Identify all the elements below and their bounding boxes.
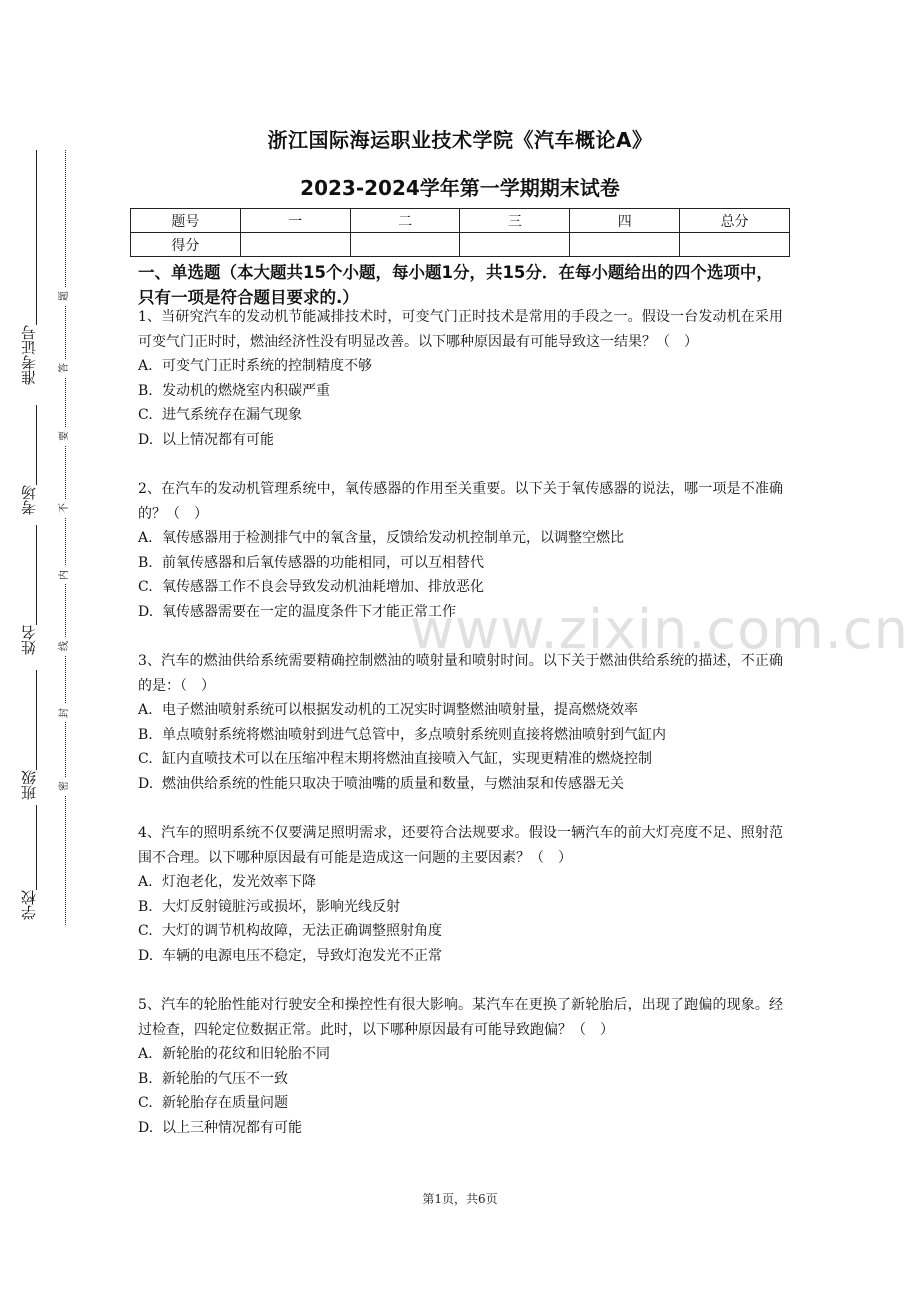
score-table-header-row: [131, 209, 790, 233]
question-4: [138, 821, 783, 968]
option-letter: A.: [138, 1046, 153, 1062]
option-text: 电子燃油喷射系统可以根据发动机的工况实时调整燃油喷射量，提高燃烧效率: [162, 702, 638, 718]
option-letter: A.: [138, 358, 153, 374]
score-table-header-cell: 一: [240, 209, 350, 233]
option-text: 氧传感器用于检测排气中的氧含量，反馈给发动机控制单元，以调整空燃比: [162, 530, 624, 546]
score-cell[interactable]: [570, 233, 680, 257]
option-c: [138, 403, 783, 428]
score-table-header-cell: 三: [460, 209, 570, 233]
option-letter: B.: [138, 554, 153, 571]
option-letter: C.: [138, 407, 153, 423]
option-text: 灯泡老化，发光效率下降: [162, 874, 316, 890]
option-text: 新轮胎的花纹和旧轮胎不同: [162, 1046, 330, 1062]
option-c: [138, 747, 783, 772]
exam-room-blank: [36, 405, 37, 485]
option-text: 缸内直喷技术可以在压缩冲程末期将燃油直接喷入气缸，实现更精准的燃烧控制: [162, 751, 652, 767]
exam-number-label: 准考证号: [20, 325, 38, 385]
exam-number-blank: [36, 150, 37, 325]
seal-char: 要: [57, 427, 73, 445]
question-stem: 4、汽车的照明系统不仅要满足照明需求，还要符合法规要求。假设一辆汽车的前大灯亮度不足、照射范围不合理。以下哪种原因最有可能是造成这一问题的主要因素？（ ）: [138, 825, 783, 866]
name-label: 姓名: [20, 625, 38, 655]
option-text: 大灯反射镜脏污或损坏，影响光线反射: [162, 898, 400, 915]
option-b: [138, 895, 783, 920]
page-number: 第1页，共6页: [422, 1192, 498, 1206]
question-stem: 2、在汽车的发动机管理系统中，氧传感器的作用至关重要。以下关于氧传感器的说法，哪一项是不准确的？（ ）: [138, 481, 783, 522]
seal-char: 线: [57, 637, 73, 655]
exam-room-field: [14, 405, 44, 515]
option-text: 大灯的调节机构故障，无法正确调整照射角度: [162, 923, 442, 939]
option-d: [138, 944, 783, 969]
seal-char: 内: [57, 566, 73, 584]
option-text: 车辆的电源电压不稳定，导致灯泡发光不正常: [162, 947, 442, 964]
option-letter: D.: [138, 1119, 154, 1136]
score-table: [130, 208, 790, 257]
exam-room-label: 考场: [20, 485, 38, 515]
option-c: [138, 1091, 783, 1116]
question-stem: 5、汽车的轮胎性能对行驶安全和操控性有很大影响。某汽车在更换了新轮胎后，出现了跑偏的现象。经过检查，四轮定位数据正常。此时，以下哪种原因最有可能导致跑偏？（ ）: [138, 997, 783, 1038]
option-b: [138, 379, 783, 404]
class-field: [14, 670, 44, 800]
binding-dotted-line: [65, 150, 66, 925]
score-table-header-cell: 总分: [680, 209, 790, 233]
option-d: [138, 1116, 783, 1141]
option-b: [138, 1067, 783, 1092]
score-table-score-row: [131, 233, 790, 257]
score-table-header-cell: 四: [570, 209, 680, 233]
option-text: 氧传感器工作不良会导致发动机油耗增加、排放恶化: [162, 579, 484, 595]
score-cell[interactable]: [460, 233, 570, 257]
option-a: [138, 1042, 783, 1067]
seal-char: 密: [57, 777, 73, 795]
name-field: [14, 525, 44, 655]
exam-number-field: [14, 150, 44, 385]
option-b: [138, 551, 783, 576]
class-blank: [36, 670, 37, 770]
option-text: 进气系统存在漏气现象: [162, 407, 302, 423]
score-cell[interactable]: [350, 233, 460, 257]
school-blank: [36, 805, 37, 890]
binding-fields: [14, 150, 44, 930]
score-table-header-cell: 二: [350, 209, 460, 233]
exam-title: 浙江国际海运职业技术学院《汽车概论A》: [267, 128, 653, 152]
option-c: [138, 575, 783, 600]
option-letter: C.: [138, 579, 153, 595]
option-letter: A.: [138, 702, 153, 718]
option-d: [138, 600, 783, 625]
option-text: 新轮胎存在质量问题: [162, 1095, 288, 1111]
score-table-header-cell: 题号: [131, 209, 241, 233]
seal-char: 不: [57, 499, 73, 517]
option-letter: C.: [138, 923, 153, 939]
question-5: [138, 993, 783, 1140]
option-text: 燃油供给系统的性能只取决于喷油嘴的质量和数量，与燃油泵和传感器无关: [162, 775, 624, 792]
option-text: 发动机的燃烧室内积碳严重: [162, 382, 330, 399]
option-letter: C.: [138, 751, 153, 767]
option-a: [138, 526, 783, 551]
score-cell[interactable]: [240, 233, 350, 257]
watermark: www.zixin.com.cn: [410, 598, 909, 661]
class-label: 班级: [20, 770, 38, 800]
seal-char: 题: [57, 287, 73, 305]
option-a: [138, 870, 783, 895]
option-d: [138, 772, 783, 797]
option-text: 可变气门正时系统的控制精度不够: [162, 358, 372, 374]
option-text: 前氧传感器和后氧传感器的功能相同，可以互相替代: [162, 554, 484, 571]
exam-subtitle: 2023-2024学年第一学期期末试卷: [300, 176, 620, 200]
question-2: [138, 477, 783, 624]
name-blank: [36, 525, 37, 625]
option-letter: B.: [138, 898, 153, 915]
option-letter: B.: [138, 726, 153, 743]
option-d: [138, 428, 783, 453]
option-letter: A.: [138, 530, 153, 546]
option-text: 新轮胎的气压不一致: [162, 1070, 288, 1087]
seal-char: 答: [57, 359, 73, 377]
question-stem: 3、汽车的燃油供给系统需要精确控制燃油的喷射量和喷射时间。以下关于燃油供给系统的描述，不正确的是：（ ）: [138, 653, 783, 694]
option-letter: D.: [138, 431, 154, 448]
question-list: [138, 305, 783, 1165]
question-stem: 1、当研究汽车的发动机节能减排技术时，可变气门正时技术是常用的手段之一。假设一台发动机在采用可变气门正时时，燃油经济性没有明显改善。以下哪种原因最有可能导致这一结果？（ ）: [138, 309, 783, 350]
option-letter: C.: [138, 1095, 153, 1111]
option-letter: D.: [138, 775, 154, 792]
option-a: [138, 698, 783, 723]
seal-char: 封: [57, 704, 73, 722]
school-field: [14, 805, 44, 920]
section-heading: 一、单选题（本大题共15个小题，每小题1分，共15分．在每小题给出的四个选项中，只有一项是符合题目要求的.）: [138, 263, 773, 307]
option-letter: D.: [138, 603, 154, 620]
school-label: 学校: [20, 890, 38, 920]
option-text: 单点喷射系统将燃油喷射到进气总管中，多点喷射系统则直接将燃油喷射到气缸内: [162, 726, 666, 743]
option-letter: B.: [138, 1070, 153, 1087]
option-text: 氧传感器需要在一定的温度条件下才能正常工作: [162, 603, 456, 620]
score-cell[interactable]: [680, 233, 790, 257]
question-3: [138, 649, 783, 796]
option-text: 以上三种情况都有可能: [162, 1119, 302, 1136]
option-letter: A.: [138, 874, 153, 890]
score-row-label: 得分: [131, 233, 241, 257]
option-c: [138, 919, 783, 944]
option-letter: B.: [138, 382, 153, 399]
option-letter: D.: [138, 947, 154, 964]
option-text: 以上情况都有可能: [162, 431, 274, 448]
option-b: [138, 723, 783, 748]
option-a: [138, 354, 783, 379]
question-1: [138, 305, 783, 452]
